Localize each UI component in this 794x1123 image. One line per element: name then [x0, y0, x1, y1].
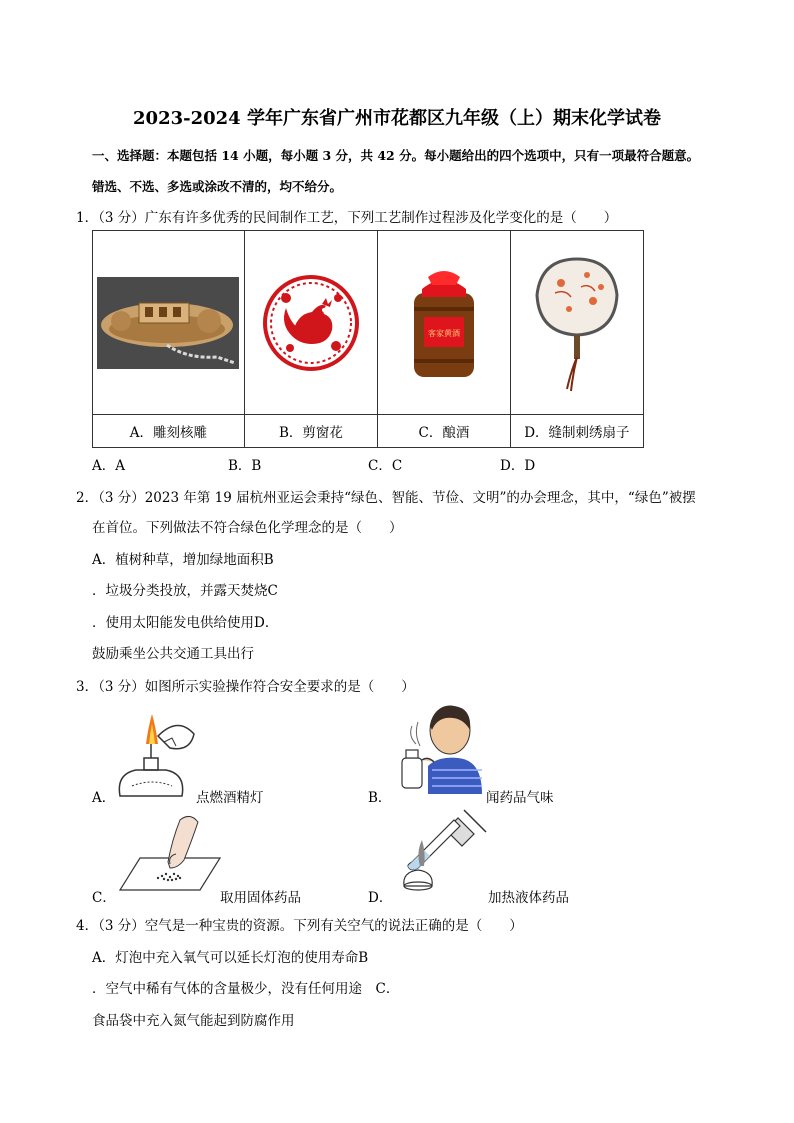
q4-option-line3[interactable]: 食品袋中充入氮气能起到防腐作用 [92, 1013, 295, 1029]
section-instruction-line2: 错选、不选、多选或涂改不清的，均不给分。 [92, 179, 343, 194]
q1-option-c[interactable]: C．C [368, 458, 403, 474]
alcohol-lamp-lighting-image [112, 708, 198, 800]
q4-stem: 4．（3 分）空气是一种宝贵的资源。下列有关空气的说法正确的是（ ） [76, 918, 523, 934]
q3-option-a-letter[interactable]: A． [92, 790, 116, 806]
q2-option-line1[interactable]: A．植树种草，增加绿地面积B [92, 552, 274, 568]
smelling-chemical-image [388, 700, 486, 796]
q2-option-line4[interactable]: 鼓励乘坐公共交通工具出行 [92, 646, 254, 662]
rice-wine-jar-image [408, 267, 480, 379]
q2-option-line3[interactable]: ．使用太阳能发电供给使用D． [92, 615, 279, 631]
q1-option-a[interactable]: A．A [92, 458, 125, 474]
q3-option-a-caption: 点燃酒精灯 [196, 790, 264, 806]
jar-label: 客家黄酒 [427, 328, 460, 338]
section-instruction-line1: 一、选择题：本题包括 14 小题，每小题 3 分，共 42 分。每小题给出的四个选项中，只有一项最符合题意。 [92, 148, 700, 163]
q1-option-b[interactable]: B．B [228, 458, 262, 474]
q1-stem: 1．（3 分）广东有许多优秀的民间制作工艺，下列工艺制作过程涉及化学变化的是（ ） [76, 210, 618, 226]
q1-image-table [92, 230, 644, 448]
taking-solid-chemical-image [118, 810, 222, 894]
q1-cell-image-d [510, 231, 643, 415]
q3-option-d-letter[interactable]: D． [368, 890, 393, 906]
paper-cut-rooster-image [262, 274, 360, 372]
q1-cell-label-b: B．剪窗花 [244, 415, 377, 448]
q2-stem-line1: 2．（3 分）2023 年第 19 届杭州亚运会秉持“绿色、智能、节俭、文明”的办会理念，其中，“绿色”被摆 [76, 490, 696, 506]
q2-stem-line2: 在首位。下列做法不符合绿色化学理念的是（ ） [92, 520, 403, 536]
q1-option-d[interactable]: D．D [500, 458, 536, 474]
q1-cell-image-a [93, 231, 245, 415]
q2-option-line2[interactable]: ．垃圾分类投放，并露天焚烧C [92, 583, 278, 599]
carved-nut-boat-image [97, 277, 239, 369]
q3-option-c-letter[interactable]: C． [92, 890, 116, 906]
q3-option-b-caption: 闻药品气味 [486, 790, 554, 806]
page-title: 2023-2024 学年广东省广州市花都区九年级（上）期末化学试卷 [133, 108, 661, 129]
q4-option-line1[interactable]: A．灯泡中充入氧气可以延长灯泡的使用寿命B [92, 950, 369, 966]
q4-option-line2[interactable]: ．空气中稀有气体的含量极少，没有任何用途 C． [92, 981, 400, 997]
q1-cell-label-c: C．酿酒 [378, 415, 511, 448]
q1-cell-label-d: D．缝制刺绣扇子 [510, 415, 643, 448]
embroidered-fan-image [531, 253, 623, 393]
q1-cell-image-c [378, 231, 511, 415]
q1-cell-label-a: A．雕刻核雕 [93, 415, 245, 448]
q1-cell-image-b [244, 231, 377, 415]
heating-liquid-image [394, 806, 492, 896]
q3-stem: 3．（3 分）如图所示实验操作符合安全要求的是（ ） [76, 679, 415, 695]
q3-option-b-letter[interactable]: B． [368, 790, 392, 806]
q3-option-d-caption: 加热液体药品 [488, 890, 569, 906]
q3-option-c-caption: 取用固体药品 [220, 890, 301, 906]
